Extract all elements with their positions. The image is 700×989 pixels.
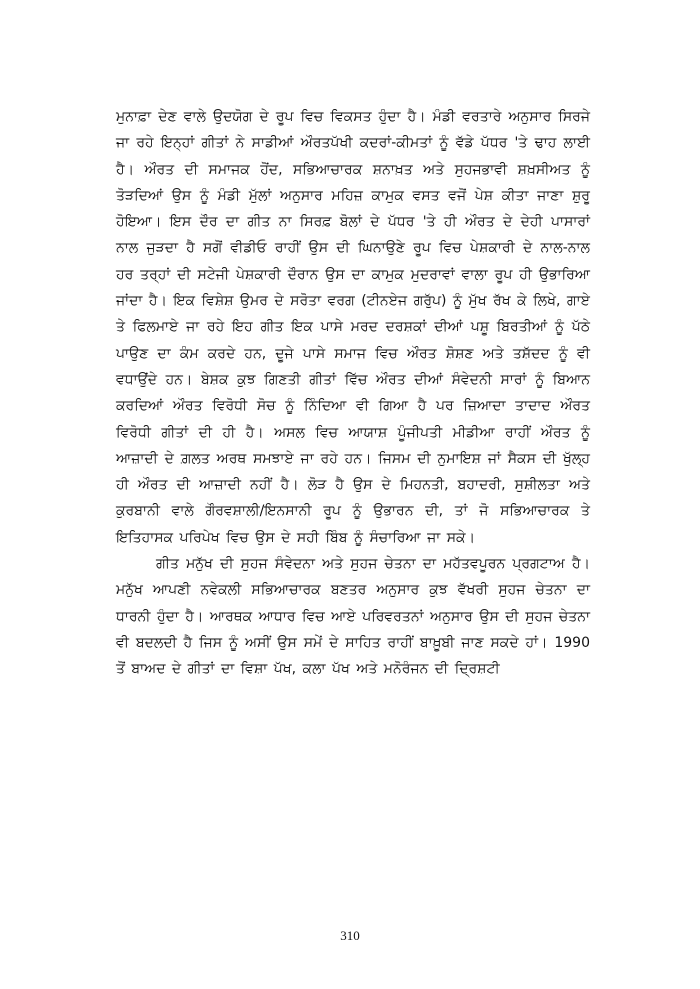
page-number: 310 [340, 928, 360, 943]
paragraph-2: ਗੀਤ ਮਨੁੱਖ ਦੀ ਸੁਹਜ ਸੰਵੇਦਨਾ ਅਤੇ ਸੁਹਜ ਚੇਤਨਾ ਦਾ ਮਹੱਤਵਪੂਰਨ ਪ੍ਰਗਟਾਅ ਹੈ। ਮਨੁੱਖ ਆਪਣੀ ਨਵੇਕਲੀ ਸਭਿਆਚਾਰਕ ਬਣਤਰ ਅਨੁਸਾਰ ਕੁਝ ਵੱਖਰੀ ਸੁਹਜ ਚੇਤਨਾ ਦਾ ਧਾਰਨੀ ਹੁੰਦਾ ਹੈ। ਆਰਥਕ ਆਧਾਰ ਵਿਚ ਆਏ ਪਰਿਵਰਤਨਾਂ ਅਨੁਸਾਰ ਉਸ ਦੀ ਸੁਹਜ ਚੇਤਨਾ ਵੀ ਬਦਲਦੀ ਹੈ ਜਿਸ ਨੂੰ ਅਸੀਂ ਉਸ ਸਮੇਂ ਦੇ ਸਾਹਿਤ ਰਾਹੀਂ ਬਾਖ਼ੂਬੀ ਜਾਣ ਸਕਦੇ ਹਾਂ। 1990 ਤੋਂ ਬਾਅਦ ਦੇ ਗੀਤਾਂ ਦਾ ਵਿਸ਼ਾ ਪੱਖ, ਕਲਾ ਪੱਖ ਅਤੇ ਮਨੋਰੰਜਨ ਦੀ ਦ੍ਰਿਸ਼ਟੀ [116, 556, 590, 678]
body-text [116, 104, 590, 683]
paragraph-1: ਮੁਨਾਫ਼ਾ ਦੇਣ ਵਾਲੇ ਉਦਯੋਗ ਦੇ ਰੂਪ ਵਿਚ ਵਿਕਸਤ ਹੁੰਦਾ ਹੈ। ਮੰਡੀ ਵਰਤਾਰੇ ਅਨੁਸਾਰ ਸਿਰਜੇ ਜਾ ਰਹੇ ਇਨ੍ਹਾਂ ਗੀਤਾਂ ਨੇ ਸਾਡੀਆਂ ਔਰਤਪੱਖੀ ਕਦਰਾਂ-ਕੀਮਤਾਂ ਨੂੰ ਵੱਡੇ ਪੱਧਰ 'ਤੇ ਢਾਹ ਲਾਈ ਹੈ। ਔਰਤ ਦੀ ਸਮਾਜਕ ਹੋਂਦ, ਸਭਿਆਚਾਰਕ ਸ਼ਨਾਖ਼ਤ ਅਤੇ ਸੁਹਜਭਾਵੀ ਸ਼ਖ਼ਸੀਅਤ ਨੂੰ ਤੋੜਦਿਆਂ ਉਸ ਨੂੰ ਮੰਡੀ ਮੁੱਲਾਂ ਅਨੁਸਾਰ ਮਹਿਜ਼ ਕਾਮੁਕ ਵਸਤ ਵਜੋਂ ਪੇਸ਼ ਕੀਤਾ ਜਾਣਾ ਸ਼ੁਰੂ ਹੋਇਆ। ਇਸ ਦੌਰ ਦਾ ਗੀਤ ਨਾ ਸਿਰਫ਼ ਬੋਲਾਂ ਦੇ ਪੱਧਰ 'ਤੇ ਹੀ ਔਰਤ ਦੇ ਦੇਹੀ ਪਾਸਾਰਾਂ ਨਾਲ ਜੁੜਦਾ ਹੈ ਸਗੋਂ ਵੀਡੀਓ ਰਾਹੀਂ ਉਸ ਦੀ ਘਿਨਾਉਣੇ ਰੂਪ ਵਿਚ ਪੇਸ਼ਕਾਰੀ ਦੇ ਨਾਲ-ਨਾਲ ਹਰ ਤਰ੍ਹਾਂ ਦੀ ਸਟੇਜੀ ਪੇਸ਼ਕਾਰੀ ਦੌਰਾਨ ਉਸ ਦਾ ਕਾਮੁਕ ਮੁਦਰਾਵਾਂ ਵਾਲਾ ਰੂਪ ਹੀ ਉਭਾਰਿਆ ਜਾਂਦਾ ਹੈ। ਇਕ ਵਿਸ਼ੇਸ਼ ਉਮਰ ਦੇ ਸਰੋਤਾ ਵਰਗ (ਟੀਨਏਜ ਗਰੁੱਪ) ਨੂੰ ਮੁੱਖ ਰੱਖ ਕੇ ਲਿਖੇ, ਗਾਏ ਤੇ ਫਿਲਮਾਏ ਜਾ ਰਹੇ ਇਹ ਗੀਤ ਇਕ ਪਾਸੇ ਮਰਦ ਦਰਸ਼ਕਾਂ ਦੀਆਂ ਪਸ਼ੂ ਬਿਰਤੀਆਂ ਨੂੰ ਪੱਠੇ ਪਾਉਣ ਦਾ ਕੰਮ ਕਰਦੇ ਹਨ, ਦੂਜੇ ਪਾਸੇ ਸਮਾਜ ਵਿਚ ਔਰਤ ਸ਼ੋਸ਼ਣ ਅਤੇ ਤਸ਼ੱਦਦ ਨੂੰ ਵੀ ਵਧਾਉਂਦੇ ਹਨ। ਬੇਸ਼ਕ ਕੁਝ ਗਿਣਤੀ ਗੀਤਾਂ ਵਿੱਚ ਔਰਤ ਦੀਆਂ ਸੰਵੇਦਨੀ ਸਾਰਾਂ ਨੂੰ ਬਿਆਨ ਕਰਦਿਆਂ ਔਰਤ ਵਿਰੋਧੀ ਸੋਚ ਨੂੰ ਨਿੰਦਿਆ ਵੀ ਗਿਆ ਹੈ ਪਰ ਜ਼ਿਆਦਾ ਤਾਦਾਦ ਔਰਤ ਵਿਰੋਧੀ ਗੀਤਾਂ ਦੀ ਹੀ ਹੈ। ਅਸਲ ਵਿਚ ਆਯਾਸ਼ ਪੂੰਜੀਪਤੀ ਮੀਡੀਆ ਰਾਹੀਂ ਔਰਤ ਨੂੰ ਆਜ਼ਾਦੀ ਦੇ ਗ਼ਲਤ ਅਰਥ ਸਮਝਾਏ ਜਾ ਰਹੇ ਹਨ। ਜਿਸਮ ਦੀ ਨੁਮਾਇਸ਼ ਜਾਂ ਸੈਕਸ ਦੀ ਖੁੱਲ੍ਹ ਹੀ ਔਰਤ ਦੀ ਆਜ਼ਾਦੀ ਨਹੀਂ ਹੈ। ਲੋੜ ਹੈ ਉਸ ਦੇ ਮਿਹਨਤੀ, ਬਹਾਦਰੀ, ਸੁਸ਼ੀਲਤਾ ਅਤੇ ਕੁਰਬਾਨੀ ਵਾਲੇ ਗੌਰਵਸ਼ਾਲੀ/ਇਨਸਾਨੀ ਰੂਪ ਨੂੰ ਉਭਾਰਨ ਦੀ, ਤਾਂ ਜੋ ਸਭਿਆਚਾਰਕ ਤੇ ਇਤਿਹਾਸਕ ਪਰਿਪੇਖ ਵਿਚ ਉਸ ਦੇ ਸਹੀ ਬਿੰਬ ਨੂੰ ਸੰਚਾਰਿਆ ਜਾ ਸਕੇ। [116, 109, 590, 546]
